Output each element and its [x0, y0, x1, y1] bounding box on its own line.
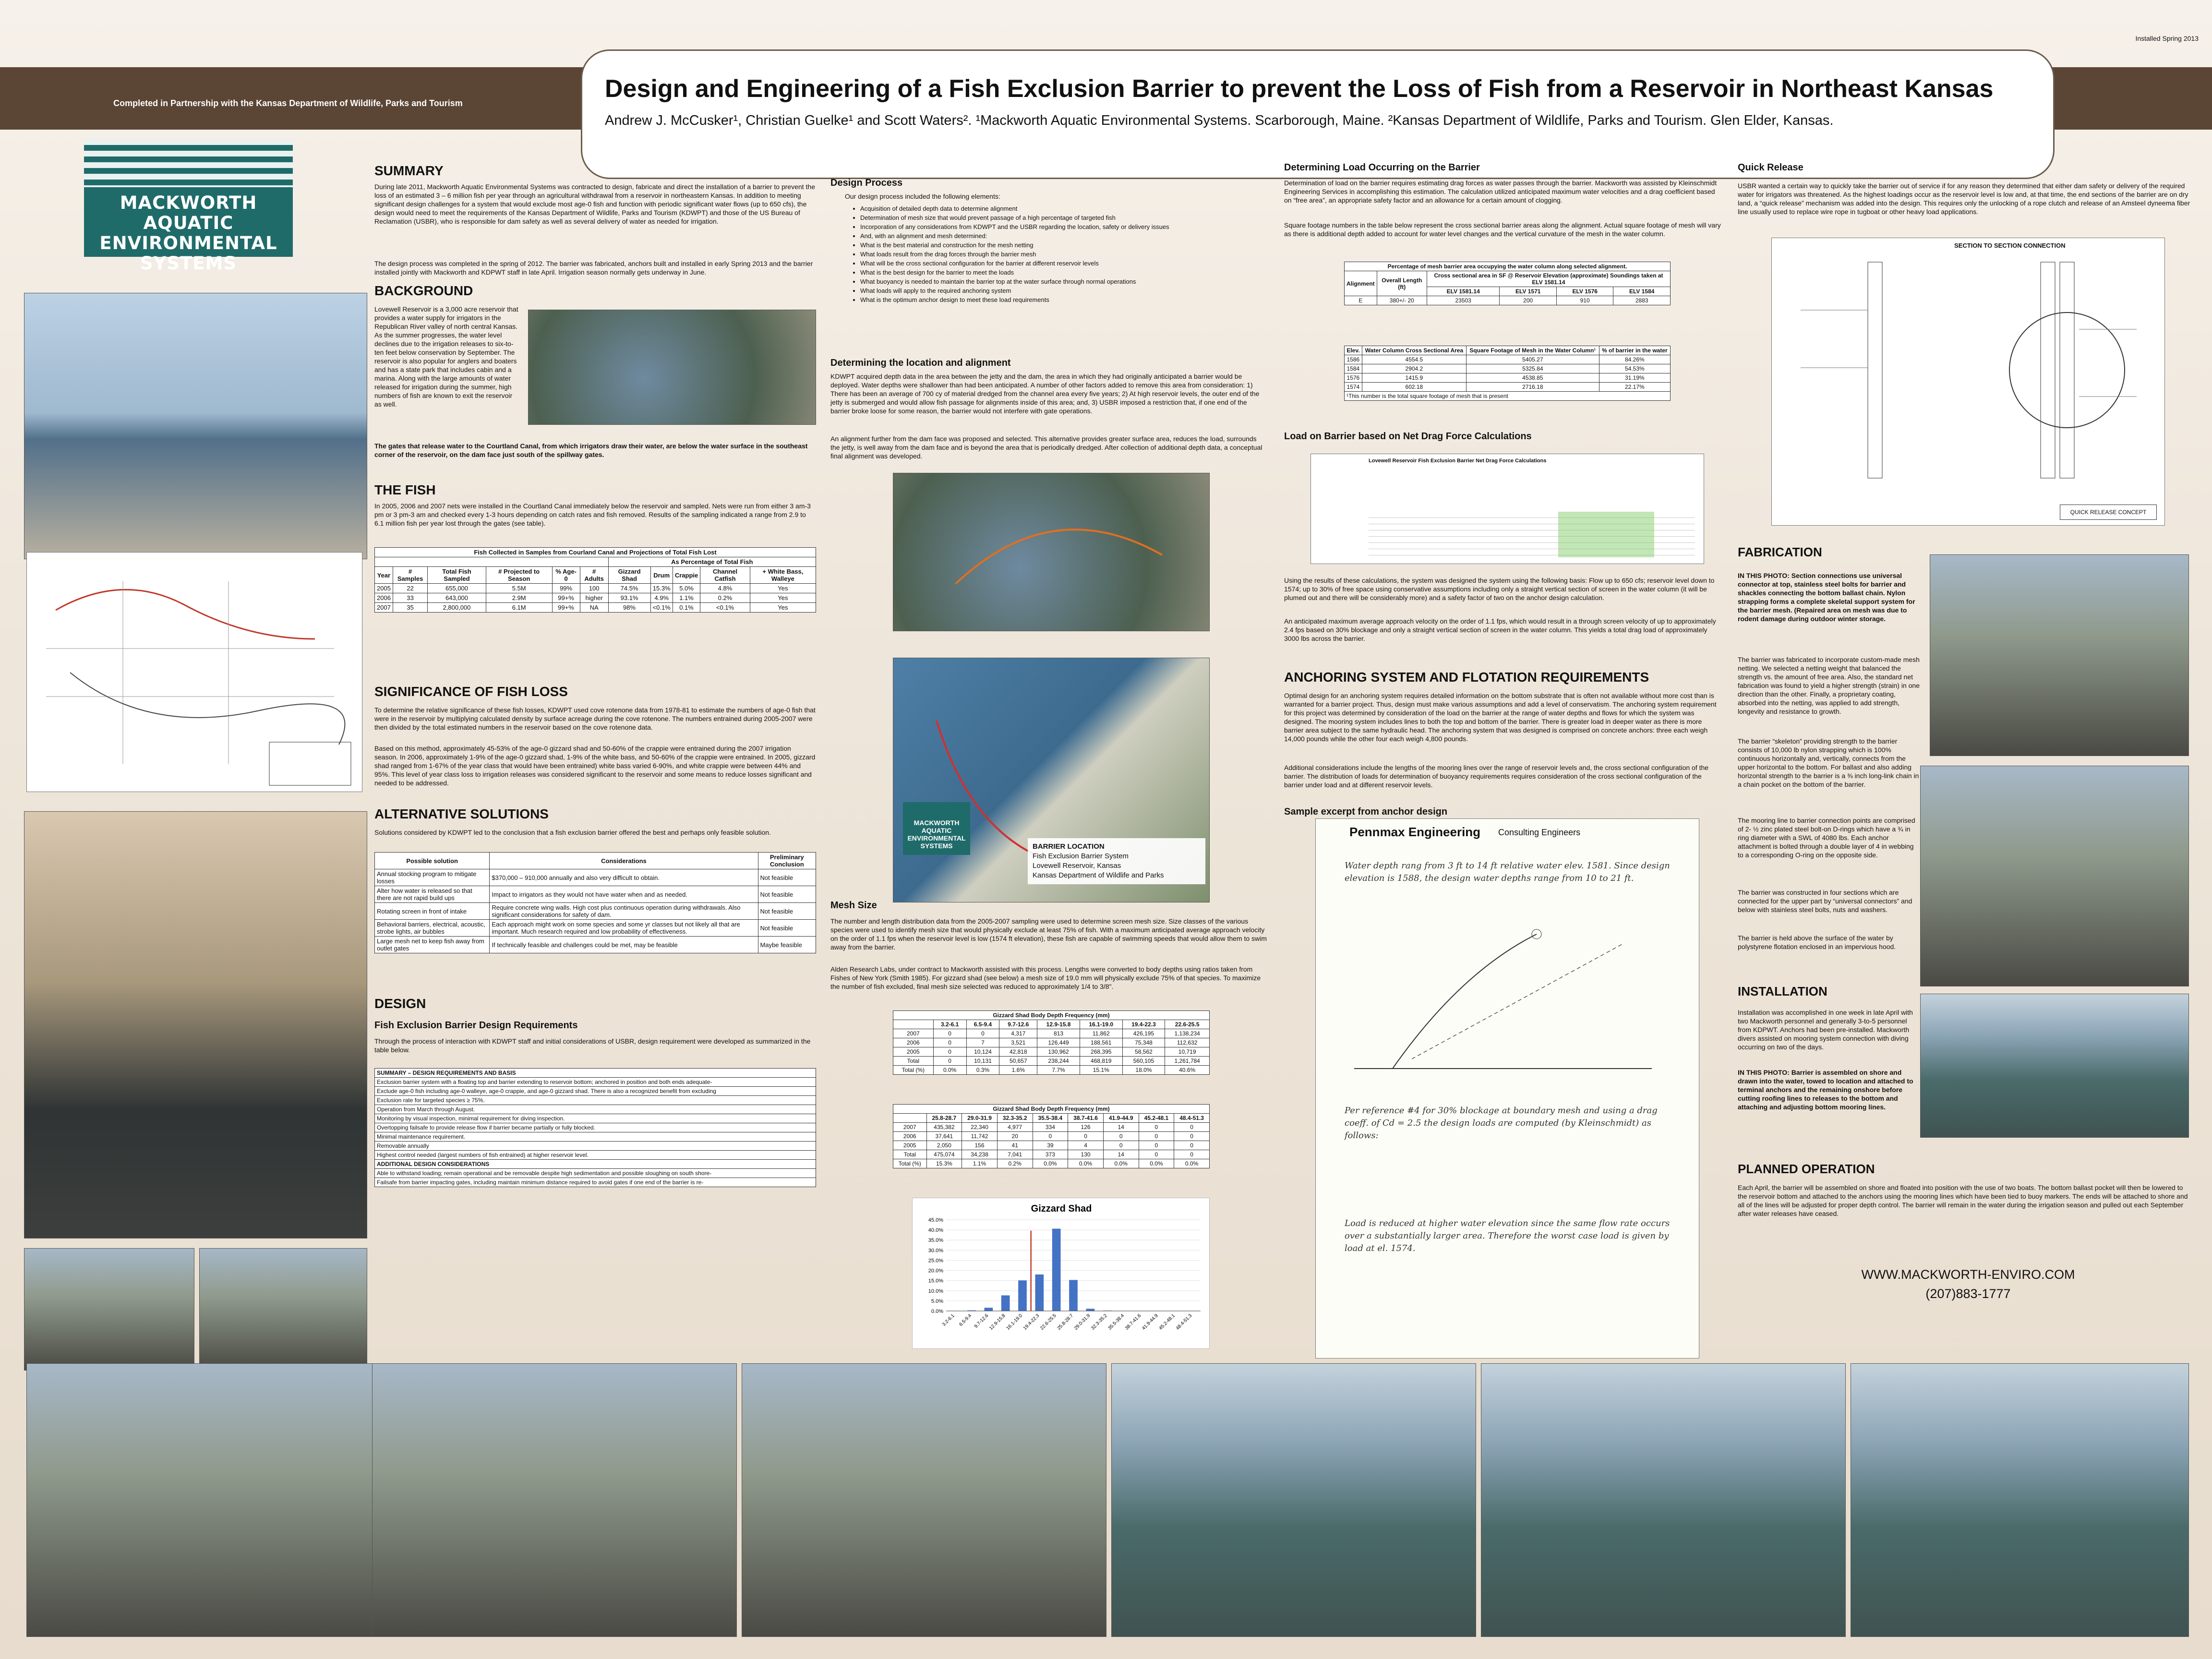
calc-note-3: Load is reduced at higher water elevation since the same flow rate occurs over a substantially larger area. Therefore the worst case load is given by load at el. 1574. — [1345, 1218, 1670, 1253]
depth-table-2-title: Gizzard Shad Body Depth Frequency (mm) — [893, 1105, 1210, 1114]
table-row: 1584 2904.2 5325.84 54.53% — [1345, 364, 1671, 373]
table-row: 2005 0 10,124 42,818 130,962 268,395 58,562 10,719 — [893, 1047, 1210, 1057]
fish-table-title: Fish Collected in Samples from Courland Canal and Projections of Total Fish Lost — [375, 548, 816, 557]
chart-bar — [985, 1308, 993, 1311]
alignment-survey-drawing — [26, 552, 362, 792]
boat-towing-photo — [1111, 1363, 1476, 1637]
table-row: Behavioral barriers, electrical, acoustic, strobe lights, air bubbles Each approach might work on some species and some yr classes but not likely all that are important. Much research required and low probability of effectiveness. Not feasible — [375, 920, 816, 937]
background-text-2: The gates that release water to the Courtland Canal, from which irrigators draw their water, are below the water surface in the southeast corner of the reservoir, on the dam face just south of the spillway gates. — [374, 442, 808, 458]
depth-table-2-wrapper — [893, 1104, 1210, 1168]
load-text-4: An anticipated maximum average approach velocity on the order of 1.1 fps, which would result in a through screen velocity of up to approximately 2.4 fps based on 30% blockage and only a straight vertical section of screen in the water column. This yields a total drag load of approximately 3000 lbs across the barrier. — [1284, 617, 1716, 642]
table-row: E 380+/- 20 23503 200 910 2883 — [1345, 296, 1671, 305]
alt-col: Preliminary Conclusion — [758, 853, 816, 869]
list-item: • What is the optimum anchor design to meet these load requirements — [860, 295, 1262, 304]
depth-frequency-table-1: Gizzard Shad Body Depth Frequency (mm) 3.2-6.1 6.5-9.4 9.7-12.6 12.9-15.8 16.1-19.0 19.4-22.3 22.6-25.5 2007 0 0 4,317 813 11,862 426,195 1,138,234 2006 0 7 3,521 126,449 188,561 75,348 112,632 2005 0 10,124 42,818 130,962 268,395 58,562 10,719 Total 0 10,131 50,657 238,244 468,819 560,105 1,261,784 Total (%) 0.0% 0.3% 1.6% 7.7% 15.1% 18.0% 40.6% — [893, 1010, 1210, 1075]
shore-deployment-photo — [742, 1363, 1106, 1637]
survey-sketch — [27, 553, 363, 793]
alt-col: Possible solution — [375, 853, 490, 869]
table-row: 1576 1415.9 4538.85 31.19% — [1345, 373, 1671, 383]
drawing-caption: QUICK RELEASE CONCEPT — [2060, 505, 2157, 520]
design-requirements-table — [374, 1068, 816, 1187]
chart-bar — [1069, 1280, 1078, 1311]
load-heading: Determining Load Occurring on the Barrier — [1284, 162, 1480, 173]
barrier-storage-photo-1 — [24, 1248, 194, 1370]
connection-sketch — [1772, 252, 2165, 493]
aerial-alignment-photo — [893, 473, 1210, 631]
map-caption-line: Lovewell Reservoir, Kansas — [1033, 862, 1121, 870]
x-tick-label: 38.7-41.6 — [1124, 1313, 1142, 1332]
x-tick-label: 6.5-9.4 — [958, 1313, 973, 1328]
table-row: 2006 33 643,000 2.9M 99+% higher 93.1% 4.9% 1.1% 0.2% Yes — [375, 593, 816, 603]
fabrication-photo-note: IN THIS PHOTO: Section connections use universal connector at top, stainless steel bolts for barrier and shackles connecting the bottom ballast chain. Nylon strapping forms a complete skeletal support system for the barrier mesh. (Repaired area on mesh was due to rodent damage during outdoor winter storage. — [1738, 572, 1915, 623]
design-subheading: Fish Exclusion Barrier Design Requirements — [374, 1020, 578, 1031]
table-row: Monitoring by visual inspection, minimal requirement for diving inspection. — [375, 1114, 816, 1123]
table-row: Large mesh net to keep fish away from outlet gates If technically feasible and challenges could be met, may be feasible Maybe feasible — [375, 937, 816, 953]
table-row: 2006 0 7 3,521 126,449 188,561 75,348 112,632 — [893, 1038, 1210, 1047]
poster-title: Design and Engineering of a Fish Exclusion Barrier to prevent the Loss of Fish from a Reservoir in Northeast Kansas — [605, 75, 1994, 103]
calc-note-1: Water depth rang from 3 ft to 14 ft relative water elev. 1581. Since design elevation is 1588, the design water depths range from 10 to 21 ft. — [1345, 861, 1670, 883]
mesh-text-1: The number and length distribution data from the 2005-2007 sampling were used to determine screen mesh size. Size classes of the various species were used to identify mesh size that would physically exclude at least 75% of fish. With a maximum anticipated average approach velocity on the order of 1.1 fps when the reservoir level is low (1574 ft elevation), these fish are capable of swimming speeds that would allow them to swim away from the barrier. — [830, 917, 1267, 951]
table-row: Exclusion barrier system with a floating top and barrier extending to reservoir bottom; anchored in position and both ends adequate- — [375, 1078, 816, 1087]
chart-bar — [1086, 1309, 1095, 1311]
map-caption-line: Fish Exclusion Barrier System — [1033, 852, 1129, 860]
anchoring-text-1: Optimal design for an anchoring system requires detailed information on the bottom substrate that is often not available without more cost than is warranted for a barrier project. Thus, design must make various assumptions and add a level of conservatism. The anchoring system requirement for this project was determined by consideration of the load on the barrier at the range of water depths and flows for which the system was designed. The mooring system includes lines to both the top and bottom of the barrier. There is greater load in deeper water as there is more barrier area subject to the same hydraulic head. The anchoring system that was designed is comprised on concrete anchors: three each weigh 14,000 pounds while the other four each weigh 4,800 pounds. — [1284, 692, 1717, 743]
fish-col: # Projected to Season — [486, 567, 552, 584]
anchoring-text-2: Additional considerations include the lengths of the mooring lines over the range of reservoir levels and, the cross sectional configuration of the barrier. The distribution of loads for determination of buoyancy requirements requires consideration of the cross sectional configuration of the barrier under load and at different reservoir levels. — [1284, 764, 1709, 789]
drag-force-spreadsheet — [1310, 454, 1704, 564]
fish-heading: THE FISH — [374, 482, 436, 497]
fish-col: Total Fish Sampled — [428, 567, 486, 584]
fish-col: Crappie — [673, 567, 700, 584]
depth-table-1-wrapper — [893, 1010, 1210, 1075]
chart-bar — [1035, 1274, 1044, 1311]
table-row: 2005 2,050 156 41 39 4 0 0 0 — [893, 1141, 1210, 1150]
mesh-area-table: Percentage of mesh barrier area occupying the water column along selected alignment. Alignment Overall Length (ft) Cross sectional area in SF @ Reservoir Elevation (approximate) Soundings taken at ELV 1581.14 ELV 1581.14 ELV 1571 ELV 1576 ELV 1584 E 380+/- 20 23503 200 910 2883 — [1344, 262, 1671, 305]
design-requirements-wrapper — [374, 1068, 816, 1187]
barrier-parking-lot-photo — [1920, 766, 2189, 986]
table-row: Total (%) 0.0% 0.3% 1.6% 7.7% 15.1% 18.0% 40.6% — [893, 1066, 1210, 1075]
map-logo: MACKWORTH AQUATIC ENVIRONMENTAL SYSTEMS — [903, 802, 970, 855]
chart-bar — [1001, 1295, 1010, 1311]
list-item: • Acquisition of detailed depth data to determine alignment — [860, 204, 1262, 213]
table-row: 1586 4554.5 5405.27 84.26% — [1345, 355, 1671, 364]
quick-release-drawing — [1771, 238, 2165, 526]
planned-text: Each April, the barrier will be assembled on shore and floated into position with the use of two boats. The bottom ballast pocket will then be lowered to the reservoir bottom and attached to the anchors using the mooring lines which have been tied to buoy markers. The ends will be attached to shore and all of the lines will be adjusted for proper depth control. The barrier will remain in the water during the irrigation season and pulled out each September after water releases have ceased. — [1738, 1184, 2188, 1217]
chart-bar — [1052, 1229, 1061, 1311]
fish-col: # Adults — [580, 567, 608, 584]
x-tick-label: 19.4-22.3 — [1022, 1313, 1041, 1332]
design-process-list — [850, 204, 1262, 304]
summary-heading: SUMMARY — [374, 163, 444, 178]
alternative-heading: ALTERNATIVE SOLUTIONS — [374, 806, 549, 821]
quick-release-text: USBR wanted a certain way to quickly take the barrier out of service if for any reason they determined that either dam safety or delivery of the required water for irrigators was threatened. As the highest loadings occur as the reservoir level is low and, at that time, the end sections of the barrier are on dry land, a “quick release” mechanism was added into the design. This requires only the unlocking of a rope clutch and release of an Amsteel dyneema fiber line usually used to replace wire rope in tugboat or other heavy load applications. — [1738, 182, 2190, 216]
depth-table-1-title: Gizzard Shad Body Depth Frequency (mm) — [893, 1011, 1210, 1020]
spreadsheet-highlight — [1558, 512, 1654, 557]
table-row: Minimal maintenance requirement. — [375, 1132, 816, 1142]
calc-note-2: Per reference #4 for 30% blockage at boundary mesh and using a drag coeff. of Cd = 2.5 the design loads are computed (by Kleinschmidt) as follows: — [1345, 1106, 1658, 1141]
gizzard-shad-chart — [912, 1198, 1210, 1349]
load-table-1-title: Percentage of mesh barrier area occupying the water column along selected alignment. — [1345, 262, 1671, 271]
installation-photo-note: IN THIS PHOTO: Barrier is assembled on shore and drawn into the water, towed to location and attached to terminal anchors and the remaining onshore before cutting roofing lines to releases to the bottom and attaching and adjusting bottom mooring lines. — [1738, 1069, 1913, 1111]
x-tick-label: 3.2-6.1 — [941, 1313, 956, 1328]
y-tick-label: 30.0% — [928, 1248, 943, 1254]
website-link[interactable]: WWW.MACKWORTH-ENVIRO.COM — [1861, 1267, 2075, 1282]
significance-heading: SIGNIFICANCE OF FISH LOSS — [374, 684, 568, 699]
fish-col: Gizzard Shad — [608, 567, 650, 584]
barrier-fabrication-shop-photo — [24, 811, 367, 1238]
anchor-design-calc-sheet — [1315, 818, 1699, 1358]
fish-col: Channel Catfish — [700, 567, 750, 584]
design-process-list-wrapper — [850, 204, 1262, 304]
significance-text-2: Based on this method, approximately 45-53% of the age-0 gizzard shad and 50-60% of the crappie were entrained during the 2007 irrigation season. In 2006, approximately 1-9% of the age-0 gizzard shad, 1-9% of the white bass, and 50-60% of the crappie were entrained. In 2005, gizzard shad ranged from 1-67% of the year class that would have been entrained) white bass varied 6-90%, and white crappie were between 44% and 95%. This level of year class loss to irrigation releases was considered significant to the reservoir and some means to reduce losses significant and needed to be addressed. — [374, 745, 816, 787]
alignment-heading: Determining the location and alignment — [830, 358, 1011, 368]
list-item: • Incorporation of any considerations from KDWPT and the USBR regarding the location, safety or delivery issues — [860, 222, 1262, 231]
fabrication-text-5: The barrier is held above the surface of the water by polystyrene flotation enclosed in an impervious hood. — [1738, 934, 1896, 950]
anchor-geometry-sketch — [1335, 915, 1681, 1088]
y-tick-label: 40.0% — [928, 1227, 943, 1234]
fabrication-text-2: The barrier “skeleton” providing strength to the barrier consists of 10,000 lb nylon strapping which is 100% continuous horizontally and, vertically, connects from the upper horizontal to the bottom. For ballast and also adding horizontal strength to the barrier is a ⅜ inch long-link chain in a chain pocket on the bottom of the barrier. — [1738, 737, 1919, 788]
fish-collected-table — [374, 547, 816, 613]
list-item: • What loads will apply to the required anchoring system — [860, 286, 1262, 295]
fish-col: Year — [375, 567, 393, 584]
logo-wave-graphic — [84, 139, 293, 187]
background-heading: BACKGROUND — [374, 283, 473, 298]
alignment-text-2: An alignment further from the dam face was proposed and selected. This alternative provides greater surface area, reduces the load, surrounds the jetty, is well away from the dam face and is beyond the area that is periodically dredged. After collection of additional depth data, a conceptual final alignment was developed. — [830, 435, 1262, 460]
x-tick-label: 48.4-51.3 — [1175, 1313, 1193, 1332]
load-text-2: Square footage numbers in the table below represent the cross sectional barrier areas along the alignment. Actual square footage of mesh will vary as there is additional depth added to account for water level changes and the vertical curvature of the mesh in the water column. — [1284, 221, 1721, 238]
table-row: Total (%) 15.3% 1.1% 0.2% 0.0% 0.0% 0.0% 0.0% 0.0% — [893, 1159, 1210, 1168]
load-table-2-wrapper — [1344, 346, 1671, 401]
depth-frequency-table-2: Gizzard Shad Body Depth Frequency (mm) 25.8-28.7 29.0-31.9 32.3-35.2 35.5-38.4 38.7-41.6 41.9-44.9 45.2-48.1 48.4-51.3 2007 435,382 22,340 4,977 334 126 14 0 0 2006 37,641 11,742 20 0 0 0 0 0 2005 2,050 156 41 39 4 0 0 0 Total 475,074 34,238 7,041 373 130 14 0 0 Total (%) 15.3% 1.1% 0.2% 0.0% 0.0% 0.0% 0.0% 0.0% — [893, 1104, 1210, 1168]
table-row: 2006 37,641 11,742 20 0 0 0 0 0 — [893, 1132, 1210, 1141]
table-row: Total 0 10,131 50,657 238,244 468,819 560,105 1,261,784 — [893, 1057, 1210, 1066]
table-row: 2007 435,382 22,340 4,977 334 126 14 0 0 — [893, 1123, 1210, 1132]
list-item: • What loads result from the drag forces through the barrier mesh — [860, 250, 1262, 259]
design-process-intro: Our design process included the following elements: — [845, 192, 1000, 200]
list-item: • What is the best design for the barrier to meet the loads — [860, 268, 1262, 277]
add-header: ADDITIONAL DESIGN CONSIDERATIONS — [375, 1160, 816, 1169]
drag-heading: Load on Barrier based on Net Drag Force Calculations — [1284, 431, 1532, 442]
logo-line2: ENVIRONMENTAL SYSTEMS — [99, 233, 277, 274]
table-row: Failsafe from barrier impacting gates, including maintain minimum distance required to avoid gates if one end of the barrier is re- — [375, 1178, 816, 1187]
fabrication-heading: FABRICATION — [1738, 545, 1822, 559]
logo-line1: MACKWORTH AQUATIC — [120, 192, 257, 233]
reservoir-person-photo — [24, 293, 367, 559]
x-tick-label: 32.3-35.2 — [1090, 1313, 1108, 1332]
table-row: Highest control needed (largest numbers of fish entrained) at higher reservoir level. — [375, 1151, 816, 1160]
list-item: • And, with an alignment and mesh determined: — [860, 231, 1262, 240]
installation-heading: INSTALLATION — [1738, 984, 1827, 998]
installed-note: Installed Spring 2013 — [2135, 35, 2199, 42]
fish-col: % Age-0 — [552, 567, 580, 584]
list-item: • What buoyancy is needed to maintain the barrier top at the water surface through normal operations — [860, 277, 1262, 286]
lull-forklift-photo — [372, 1363, 737, 1637]
barrier-storage-photo-2 — [199, 1248, 367, 1370]
gizzard-shad-chart-svg — [913, 1198, 1210, 1349]
x-tick-label: 9.7-12.6 — [973, 1313, 990, 1330]
table-row: 1574 602.18 2716.18 22.17% — [1345, 383, 1671, 392]
y-tick-label: 5.0% — [931, 1298, 943, 1304]
x-tick-label: 35.5-38.4 — [1107, 1313, 1126, 1332]
sample-heading: Sample excerpt from anchor design — [1284, 806, 1448, 817]
installation-text: Installation was accomplished in one week in late April with two Mackworth personnel and generally 3-to-5 personnel from KDPWT. Anchors had been pre-installed. Mackworth divers assisted on mooring system connection with diving occurring on two of the days. — [1738, 1009, 1913, 1051]
y-tick-label: 35.0% — [928, 1238, 943, 1244]
fish-col: # Samples — [393, 567, 427, 584]
fish-col: + White Bass, Walleye — [750, 567, 816, 584]
fish-col: Drum — [650, 567, 673, 584]
barrier-location-map — [893, 658, 1210, 902]
load-text-1: Determination of load on the barrier requires estimating drag forces as water passes through the barrier. Mackworth was assisted by Kleinschmidt Engineering Services in accomplishing this estimation. The calculation utilized anticipated maximum water velocities and a drag coefficient based on “free area”, an appropriate safety factor and an allowance for a certain amount of clogging. — [1284, 179, 1717, 204]
alternative-solutions-table — [374, 852, 816, 953]
fish-text: In 2005, 2006 and 2007 nets were installed in the Courtland Canal immediately below the reservoir and sampled. Nets were run from either 3 am-3 pm or 3 pm-3 am and checked every 1-3 hours depending on catch rates and fish removed. Results of the sampling indicated a range from 2.9 to 6.1 million fish per year lost through the gates (see table). — [374, 502, 811, 527]
alternative-text: Solutions considered by KDWPT led to the conclusion that a fish exclusion barrier offered the best and perhaps only feasible solution. — [374, 829, 771, 836]
poster-authors: Andrew J. McCusker¹, Christian Guelke¹ and Scott Waters². ¹Mackworth Aquatic Environmental Systems. Scarborough, Maine. ²Kansas Department of Wildlife, Parks and Tourism. Glen Elder, Kansas. — [605, 113, 1834, 128]
fabrication-text-1: The barrier was fabricated to incorporate custom-made mesh netting. We selected a netting weight that balanced the strength vs. the amount of free area. Also, the standard net fabrication was found to yield a higher strength (strain) in one direction than the other. Finally, a proprietary coating, absorbed into the netting, was applied to add strength, longevity and resistance to growth. — [1738, 656, 1920, 715]
quick-release-heading: Quick Release — [1738, 162, 1803, 173]
summary-text-2: The design process was completed in the spring of 2012. The barrier was fabricated, anchors built and installed in early Spring 2013 and the barrier installed jointly with Mackworth and KDPWT staff in late April. Irrigation season normally gets underway in June. — [374, 260, 813, 276]
table-row: 2007 0 0 4,317 813 11,862 426,195 1,138,234 — [893, 1029, 1210, 1038]
calc-sheet-company: Pennmax Engineering — [1349, 825, 1481, 839]
table-row: Overtopping failsafe to provide release flow if barrier became partially or fully blocked. — [375, 1123, 816, 1132]
y-tick-label: 15.0% — [928, 1278, 943, 1284]
x-tick-label: 16.1-19.0 — [1005, 1313, 1024, 1332]
list-item: • What is the best material and construction for the mesh netting — [860, 240, 1262, 250]
load-text-3: Using the results of these calculations, the system was designed the system using the following basis: Flow up to 650 cfs; reservoir level down to 1574; up to 30% of free space using conservative assumptions including only a straight vertical section of screen in the water column (it will be plumed out and there will be considerably more) and a safety factor of two on the anchor design calculation. — [1284, 577, 1715, 601]
table-row: 2005 22 655,000 5.5M 99% 100 74.5% 15.3% 5.0% 4.8% Yes — [375, 584, 816, 593]
y-tick-label: 10.0% — [928, 1288, 943, 1294]
x-tick-label: 25.8-28.7 — [1056, 1313, 1075, 1332]
table-row: Removable annually — [375, 1142, 816, 1151]
chart-title: Gizzard Shad — [1031, 1203, 1092, 1214]
dam-spillway-photo — [528, 310, 816, 425]
load-table-1-wrapper — [1344, 262, 1671, 305]
chart-bar — [1018, 1280, 1027, 1311]
summary-text-1: During late 2011, Mackworth Aquatic Environmental Systems was contracted to design, fabricate and direct the installation of a barrier to prevent the loss of an estimated 3 – 6 million fish per year through an agricultural withdrawal from a reservoir in northeastern Kansas. In addition to meeting significant design challenges for a system that would exclude most age-0 fish and function with periodic significant water flows (up to 650 cfs), the design would need to meet the requirements of the Kansas Department of Wildlife, Parks and Tourism (KDWPT) and those of the US Bureau of Reclamation (USBR), who is responsible for dam safety as well as several delivery of water as needed for irrigation. — [374, 183, 816, 225]
fabrication-text-3: The mooring line to barrier connection points are comprised of 2- ½ zinc plated steel bolt-on D-rings which have a ¾ in ring diameter with a SWL of 4080 lbs. Each anchor attachment is bolted through a double layer of 4 in webbing to a corresponding O-ring on the opposite side. — [1738, 817, 1915, 859]
table-row: Rotating screen in front of intake Require concrete wing walls. High cost plus continuous operation during withdrawals. Also significant considerations for safety of dam. Not feasible — [375, 903, 816, 920]
anchoring-heading: ANCHORING SYSTEM AND FLOTATION REQUIREMENTS — [1284, 670, 1649, 685]
fish-table-wrapper — [374, 547, 816, 613]
phone-number: (207)883-1777 — [1925, 1286, 2011, 1301]
alt-col: Considerations — [490, 853, 758, 869]
mooring-adjustment-photo — [1481, 1363, 1846, 1637]
x-tick-label: 22.6-25.5 — [1039, 1313, 1058, 1332]
table-row: Operation from March through August. — [375, 1105, 816, 1114]
y-tick-label: 20.0% — [928, 1268, 943, 1274]
x-tick-label: 29.0-31.9 — [1073, 1313, 1092, 1332]
design-text: Through the process of interaction with KDWPT staff and initial considerations of USBR, design requirement were developed as summarized in the table below. — [374, 1037, 811, 1054]
table-row: Able to withstand loading; remain operational and be removable despite high sedimentation and possible sloughing on south shore- — [375, 1169, 816, 1178]
list-item: • What will be the cross sectional configuration for the barrier at different reservoir levels — [860, 259, 1262, 268]
table-row: Exclude age-0 fish including age-0 walleye, age-0 crappie, and age-0 gizzard shad. There is also a recognized benefit from excluding — [375, 1087, 816, 1096]
planned-heading: PLANNED OPERATION — [1738, 1162, 1875, 1176]
x-tick-label: 45.2-48.1 — [1158, 1313, 1177, 1332]
map-caption-line: Kansas Department of Wildlife and Parks — [1033, 871, 1164, 879]
x-tick-label: 12.9-15.8 — [988, 1313, 1007, 1332]
background-text-1: Lovewell Reservoir is a 3,000 acre reservoir that provides a water supply for irrigators in the Republican River valley of north central Kansas. As the summer progresses, the water level declines due to the irrigation releases to six-to-ten feet below conservation by September. The reservoir is also popular for anglers and boaters and has a state park that includes cabin and a marina. Along with the large amounts of water released for irrigation during the summer, high numbers of fish are known to exit the reservoir as well. — [374, 305, 518, 408]
fabrication-text-4: The barrier was constructed in four sections which are connected for the upper part by “universal connectors” and below with stainless steel bolts, nuts and washers. — [1738, 889, 1912, 914]
fish-table-pct-header: As Percentage of Total Fish — [608, 557, 816, 567]
y-tick-label: 25.0% — [928, 1258, 943, 1264]
drawing-title: SECTION TO SECTION CONNECTION — [1954, 242, 2066, 249]
drag-sheet-title: Lovewell Reservoir Fish Exclusion Barrier Net Drag Force Calculations — [1369, 458, 1547, 464]
table-row: Annual stocking program to mitigate losses $370,000 – 910,000 annually and also very difficult to obtain. Not feasible — [375, 869, 816, 886]
table-row: 2007 35 2,800,000 6.1M 99+% NA 98% <0.1% 0.1% <0.1% Yes — [375, 603, 816, 613]
y-tick-label: 0.0% — [931, 1309, 943, 1314]
table-row: Alter how water is released so that there are not rapid build ups Impact to irrigators as they would not have water when and as needed. Not feasible — [375, 886, 816, 903]
map-caption — [1028, 838, 1205, 884]
table-row: Exclusion rate for targeted species ≥ 75%. — [375, 1096, 816, 1105]
design-process-heading: Design Process — [830, 178, 903, 188]
significance-text-1: To determine the relative significance of these fish losses, KDWPT used cove rotenone data from 1978-81 to estimate the numbers of age-0 fish that were in the reservoir by multiplying calculated density by surface acreage during the cove rotenone. The numbers entrained during 2005-2007 were then divided by the total estimated numbers in the reservoir based on the cove rotenone data. — [374, 706, 816, 731]
calc-sheet-subtitle: Consulting Engineers — [1498, 828, 1581, 837]
x-tick-label: 41.9-44.9 — [1141, 1313, 1159, 1332]
diver-photo — [1851, 1363, 2189, 1637]
alternative-table-wrapper — [374, 852, 816, 953]
barrier-water-column-table: Elev. Water Column Cross Sectional Area Square Footage of Mesh in the Water Column¹ % of barrier in the water 1586 4554.5 5405.27 84.26% 1584 2904.2 5325.84 54.53% 1576 1415.9 4538.85 31.19% 1574 602.18 2716.18 22.17% ¹This number is the total square footage of mesh that is present — [1344, 346, 1671, 401]
section-connection-photo — [1930, 554, 2189, 756]
installation-photo — [1920, 994, 2189, 1138]
alignment-text-1: KDWPT acquired depth data in the area between the jetty and the dam, the area in which they had originally anticipated a barrier would be deployed. Water depths were shallower than had been anticipated. A number of other factors added to remove this area from consideration: 1) There has been an average of 700 cy of material dredged from the channel area every five years; 2) At high reservoir levels, the outer end of the jetty is submerged and would allow fish passage for alignments inside of this area; and, 3) USBR imposed a restriction that, if one end of the barrier broke loose for some reason, the barrier would not interfere with gate operations. — [830, 373, 1260, 415]
load-table-note: ¹This number is the total square footage of mesh that is present — [1345, 392, 1671, 401]
map-caption-line: BARRIER LOCATION — [1033, 842, 1105, 851]
table-row: Total 475,074 34,238 7,041 373 130 14 0 0 — [893, 1150, 1210, 1159]
design-heading: DESIGN — [374, 996, 426, 1011]
req-header: SUMMARY – DESIGN REQUIREMENTS AND BASIS — [375, 1069, 816, 1078]
alignment-curve — [893, 473, 1210, 632]
list-item: • Determination of mesh size that would prevent passage of a high percentage of targeted fish — [860, 213, 1262, 222]
mesh-heading: Mesh Size — [830, 900, 877, 911]
partnership-text: Completed in Partnership with the Kansas Department of Wildlife, Parks and Tourism — [113, 98, 463, 108]
mesh-text-2: Alden Research Labs, under contract to Mackworth assisted with this process. Lengths were converted to body depths using ratios taken from Fishes of New York (Smith 1985). For gizzard shad (see below) a mesh size of 19.0 mm will physically exclude 75% of that species. To maximize the number of fish excluded, final mesh size selected was reduced to approximately 1/4 to 3/8". — [830, 965, 1261, 990]
y-tick-label: 45.0% — [928, 1217, 943, 1223]
mackworth-logo — [84, 139, 293, 274]
